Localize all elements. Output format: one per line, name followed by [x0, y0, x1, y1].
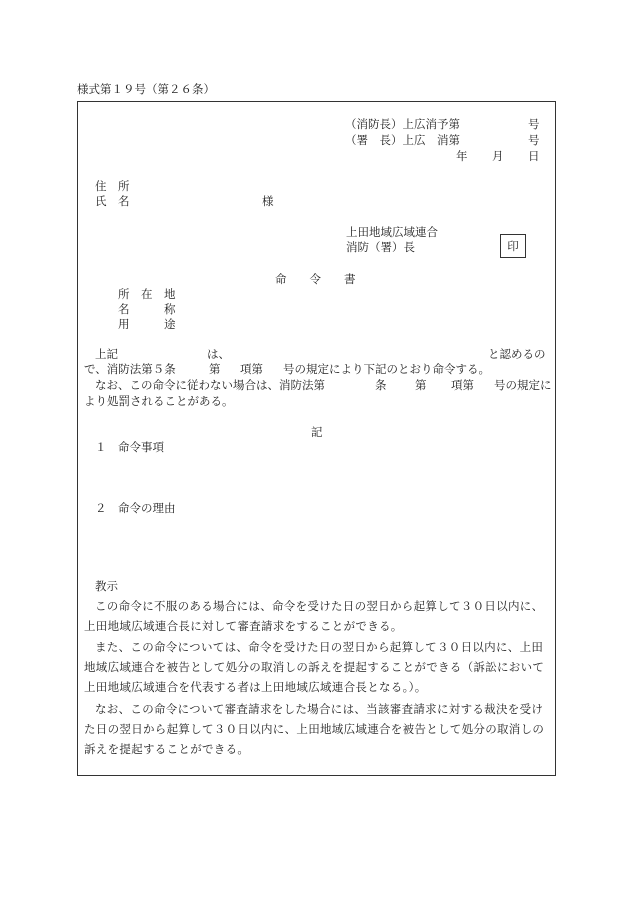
use-label: 用 途 [118, 317, 176, 331]
body-line3-d: 項第 [451, 378, 474, 392]
item2-label: 命令の理由 [118, 501, 176, 515]
body-line2-c: 項第 [240, 362, 263, 376]
seal-box: 印 [500, 234, 526, 258]
date-year: 年 [456, 149, 468, 163]
body-line3-b: 条 [375, 378, 387, 392]
notice-paragraph-1: この命令に不服のある場合には、命令を受けた日の翌日から起算して３０日以内に、上田地域広域連合長に対して審査請求をすることができる。 [84, 599, 544, 633]
body-line1-a: 上記 [95, 347, 118, 361]
body-line2-d: 号の規定により下記のとおり命令する。 [283, 362, 490, 376]
honorific: 様 [262, 194, 274, 208]
notice-heading: 教示 [95, 579, 118, 593]
issuer-title: 消防（署）長 [346, 240, 415, 254]
notice-paragraph-2: また、この命令については、命令を受けた日の翌日から起算して３０日以内に、上田地域広域連合を被告として処分の取消しの訴えを提起することができる（訴訟において上田地域広域連合を代表する者は上田地域広域連合長となる。）。 [84, 640, 545, 694]
body-line1-b: は、 [207, 347, 230, 361]
date-day: 日 [528, 149, 540, 163]
body-line3-c: 第 [415, 378, 427, 392]
issuer-org: 上田地域広域連合 [346, 225, 438, 239]
item1-label: 命令事項 [118, 440, 164, 454]
form-label: 様式第１９号（第２６条） [77, 82, 215, 96]
body-line2-a: で、消防法第５条 [84, 362, 176, 376]
date-month: 月 [492, 149, 504, 163]
station-number-prefix: （署 長）上広 消第 [345, 133, 460, 147]
body-line1-c: と認めるの [488, 347, 546, 361]
chief-number-suffix: 号 [528, 117, 540, 131]
station-number-suffix: 号 [528, 133, 540, 147]
item1-number: １ [95, 440, 107, 454]
body-line4: より処罰されることがある。 [84, 394, 234, 408]
body-line3-e: 号の規定に [494, 378, 552, 392]
document-title: 命 令 書 [275, 272, 356, 286]
body-line2-b: 第 [209, 362, 221, 376]
location-label: 所 在 地 [118, 287, 176, 301]
body-line3-a: なお、この命令に従わない場合は、消防法第 [95, 378, 325, 392]
facility-name-label: 名 称 [118, 302, 176, 316]
name-label: 氏 名 [95, 194, 130, 208]
ki-heading: 記 [311, 425, 323, 439]
item2-number: ２ [95, 501, 107, 515]
address-label: 住 所 [95, 179, 130, 193]
chief-number-prefix: （消防長）上広消予第 [345, 117, 460, 131]
notice-paragraph-3: なお、この命令について審査請求をした場合には、当該審査請求に対する裁決を受けた日の翌日から起算して３０日以内に、上田地域広域連合を被告として処分の取消しの訴えを提起することができる。 [84, 702, 545, 756]
